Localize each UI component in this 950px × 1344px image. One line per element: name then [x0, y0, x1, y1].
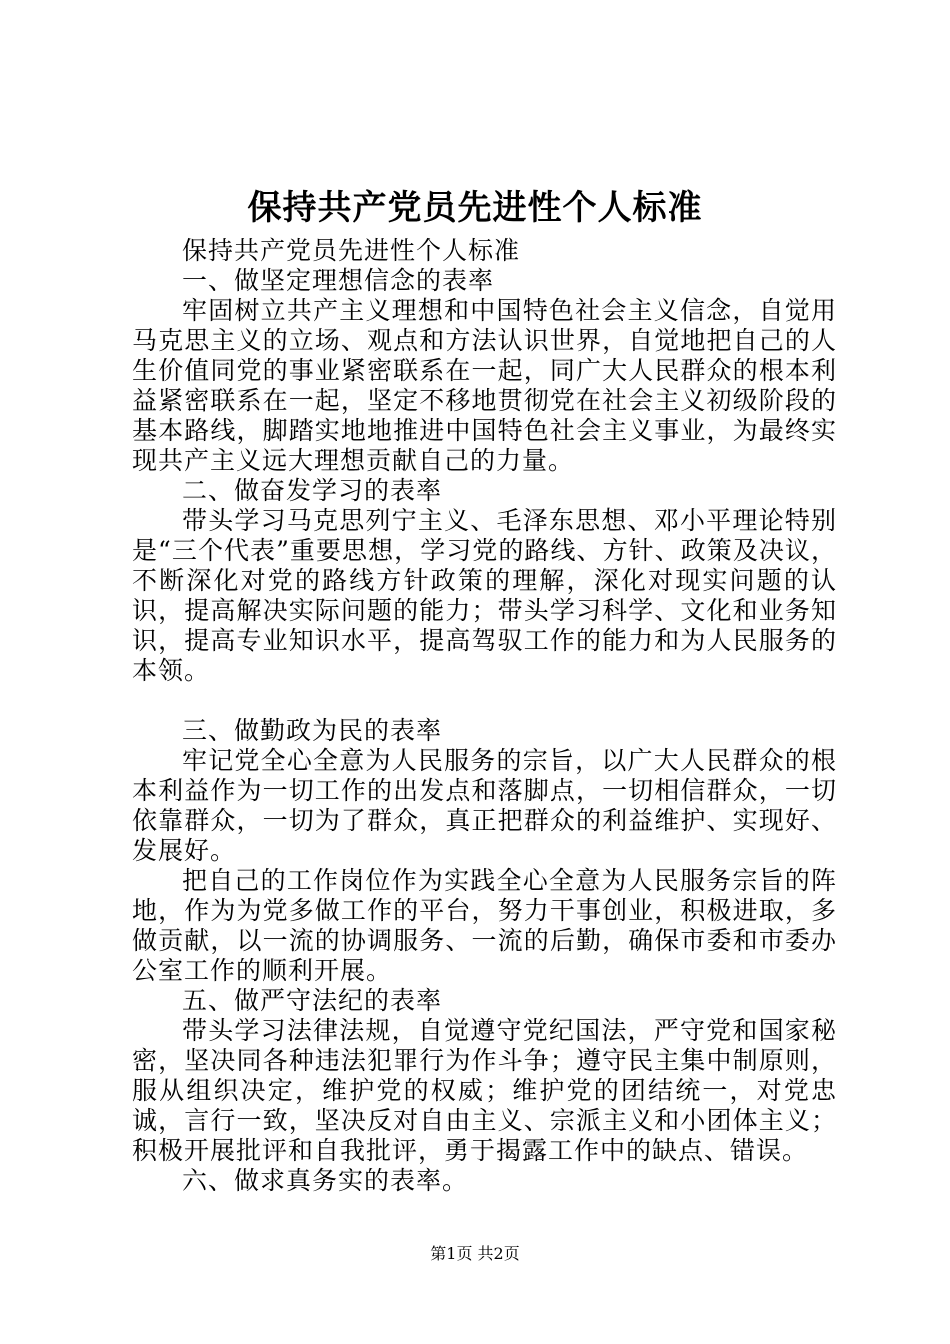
paragraph: 牢固树立共产主义理想和中国特色社会主义信念，自觉用马克思主义的立场、观点和方法认识世界，自觉地把自己的人生价值同党的事业紧密联系在一起，同广大人民群众的根本利益紧密联系在一起，坚定不移地贯彻党在社会主义初级阶段的基本路线，脚踏实地地推进中国特色社会主义事业，为最终实现共产主义远大理想贡献自己的力量。 — [132, 296, 837, 475]
document-body — [132, 236, 837, 1196]
paragraph: 带头学习法律法规，自觉遵守党纪国法，严守党和国家秘密，坚决同各种违法犯罪行为作斗争；遵守民主集中制原则，服从组织决定，维护党的权威；维护党的团结统一，对党忠诚，言行一致，坚决反对自由主义、宗派主义和小团体主义；积极开展批评和自我批评，勇于揭露工作中的缺点、错误。 — [132, 1016, 837, 1165]
document-title: 保持共产党员先进性个人标准 — [247, 188, 703, 228]
paragraph: 把自己的工作岗位作为实践全心全意为人民服务宗旨的阵地，作为为党多做工作的平台，努力干事创业，积极进取，多做贡献，以一流的协调服务、一流的后勤，确保市委和市委办公室工作的顺利开展。 — [132, 866, 837, 985]
section-heading-6: 六、做求真务实的表率。 — [182, 1166, 469, 1195]
paragraph: 带头学习马克思列宁主义、毛泽东思想、邓小平理论特别是“三个代表”重要思想，学习党的路线、方针、政策及决议，不断深化对党的路线方针政策的理解，深化对现实问题的认识，提高解决实际问题的能力；带头学习科学、文化和业务知识，提高专业知识水平，提高驾驭工作的能力和为人民服务的本领。 — [132, 506, 837, 685]
paragraph-spacer — [132, 686, 837, 716]
section-heading-5: 五、做严守法纪的表率 — [182, 986, 443, 1015]
page-footer: 第1页 共2页 — [430, 1244, 520, 1263]
section-heading-1: 一、做坚定理想信念的表率 — [182, 266, 495, 295]
section-heading-3: 三、做勤政为民的表率 — [182, 716, 443, 745]
paragraph-subtitle: 保持共产党员先进性个人标准 — [182, 236, 521, 265]
paragraph: 牢记党全心全意为人民服务的宗旨，以广大人民群众的根本利益作为一切工作的出发点和落脚点，一切相信群众，一切依靠群众，一切为了群众，真正把群众的利益维护、实现好、发展好。 — [132, 746, 837, 865]
section-heading-2: 二、做奋发学习的表率 — [182, 476, 443, 505]
